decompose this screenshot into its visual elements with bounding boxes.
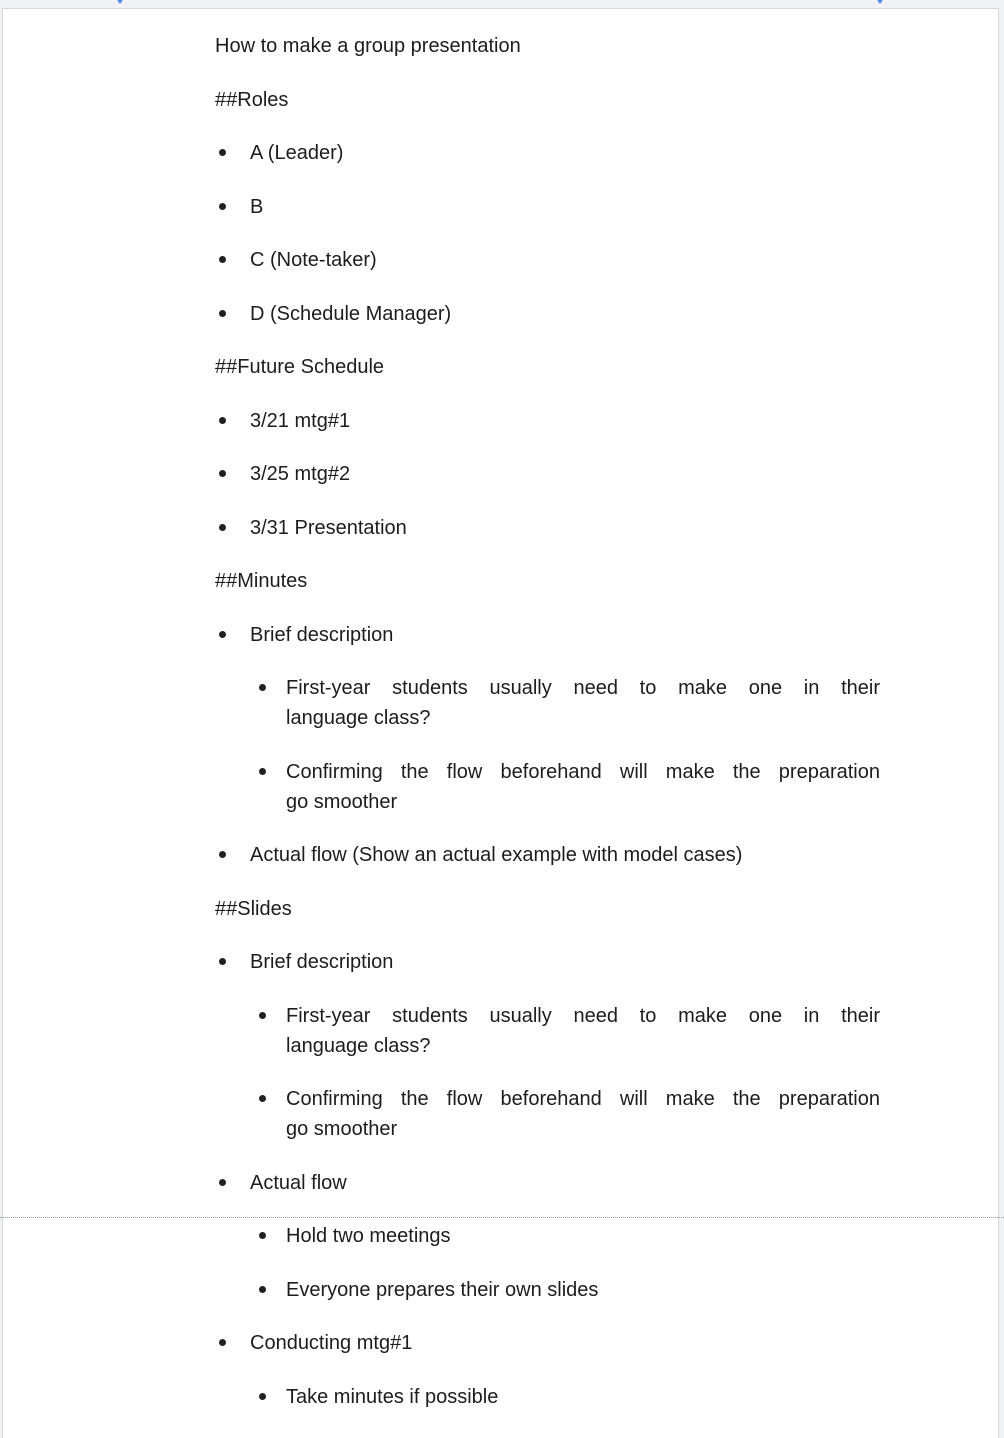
bullet-icon — [219, 524, 226, 531]
bullet-item[interactable]: Conducting mtg#1 — [215, 1328, 880, 1358]
bullet-item[interactable]: Brief description — [215, 620, 880, 650]
bullet-icon — [219, 851, 226, 858]
bullet-item[interactable]: Actual flow (Show an actual example with model cases) — [215, 840, 880, 870]
bullet-item[interactable]: Actual flow — [215, 1168, 880, 1198]
bullet-item[interactable]: B — [215, 192, 880, 222]
text-line: Confirming the flow beforehand will make the preparation — [286, 760, 880, 783]
bullet-icon — [259, 684, 266, 691]
bullet-item[interactable]: Brief description — [215, 947, 880, 977]
bullet-icon — [219, 417, 226, 424]
bullet-icon — [219, 1339, 226, 1346]
text-line: First-year students usually need to make one in their — [286, 677, 880, 699]
text-line: Confirming the flow beforehand will make the preparation — [286, 1088, 880, 1110]
bullet-item[interactable]: 3/31 Presentation — [215, 513, 880, 543]
bullet-icon — [219, 958, 226, 965]
document-title[interactable]: How to make a group presentation — [215, 35, 521, 57]
bullet-item[interactable] — [215, 1001, 880, 1061]
bullet-icon — [259, 1012, 266, 1019]
page-break-divider — [0, 1217, 1004, 1218]
section-heading[interactable]: ##Future Schedule — [215, 356, 385, 378]
section-heading[interactable]: ##Minutes — [215, 570, 308, 592]
section-heading[interactable]: ##Slides — [215, 897, 292, 920]
section-heading[interactable]: ##Roles — [215, 88, 289, 111]
bullet-icon — [219, 310, 226, 317]
bullet-item[interactable]: A (Leader) — [215, 138, 880, 168]
bullet-item[interactable]: Take minutes if possible — [215, 1382, 880, 1412]
bullet-item[interactable] — [215, 757, 880, 817]
text-line: go smoother — [286, 790, 398, 813]
bullet-icon — [219, 256, 226, 263]
ruler-left-indent-marker-icon[interactable] — [114, 0, 126, 10]
bullet-item[interactable] — [215, 673, 880, 733]
bullet-item[interactable]: 3/25 mtg#2 — [215, 459, 880, 489]
ruler-right-indent-marker-icon[interactable] — [874, 0, 886, 10]
bullet-icon — [259, 1095, 266, 1102]
bullet-icon — [219, 203, 226, 210]
text-line: language class? — [286, 707, 431, 729]
text-line: First-year students usually need to make one in their — [286, 1004, 880, 1027]
bullet-item[interactable] — [215, 1084, 880, 1144]
bullet-icon — [219, 631, 226, 638]
bullet-item[interactable]: Everyone prepares their own slides — [215, 1275, 880, 1305]
document-content[interactable] — [215, 31, 880, 1435]
bullet-icon — [259, 1393, 266, 1400]
bullet-icon — [259, 1286, 266, 1293]
bullet-icon — [259, 768, 266, 775]
bullet-icon — [259, 1232, 266, 1239]
document-page[interactable] — [2, 8, 999, 1438]
bullet-item[interactable]: 3/21 mtg#1 — [215, 406, 880, 436]
bullet-item[interactable]: D (Schedule Manager) — [215, 299, 880, 329]
text-line: language class? — [286, 1034, 431, 1057]
bullet-icon — [219, 149, 226, 156]
bullet-icon — [219, 470, 226, 477]
text-line: go smoother — [286, 1118, 398, 1140]
bullet-icon — [219, 1179, 226, 1186]
bullet-item[interactable]: Hold two meetings — [215, 1221, 880, 1251]
bullet-item[interactable]: C (Note-taker) — [215, 245, 880, 275]
